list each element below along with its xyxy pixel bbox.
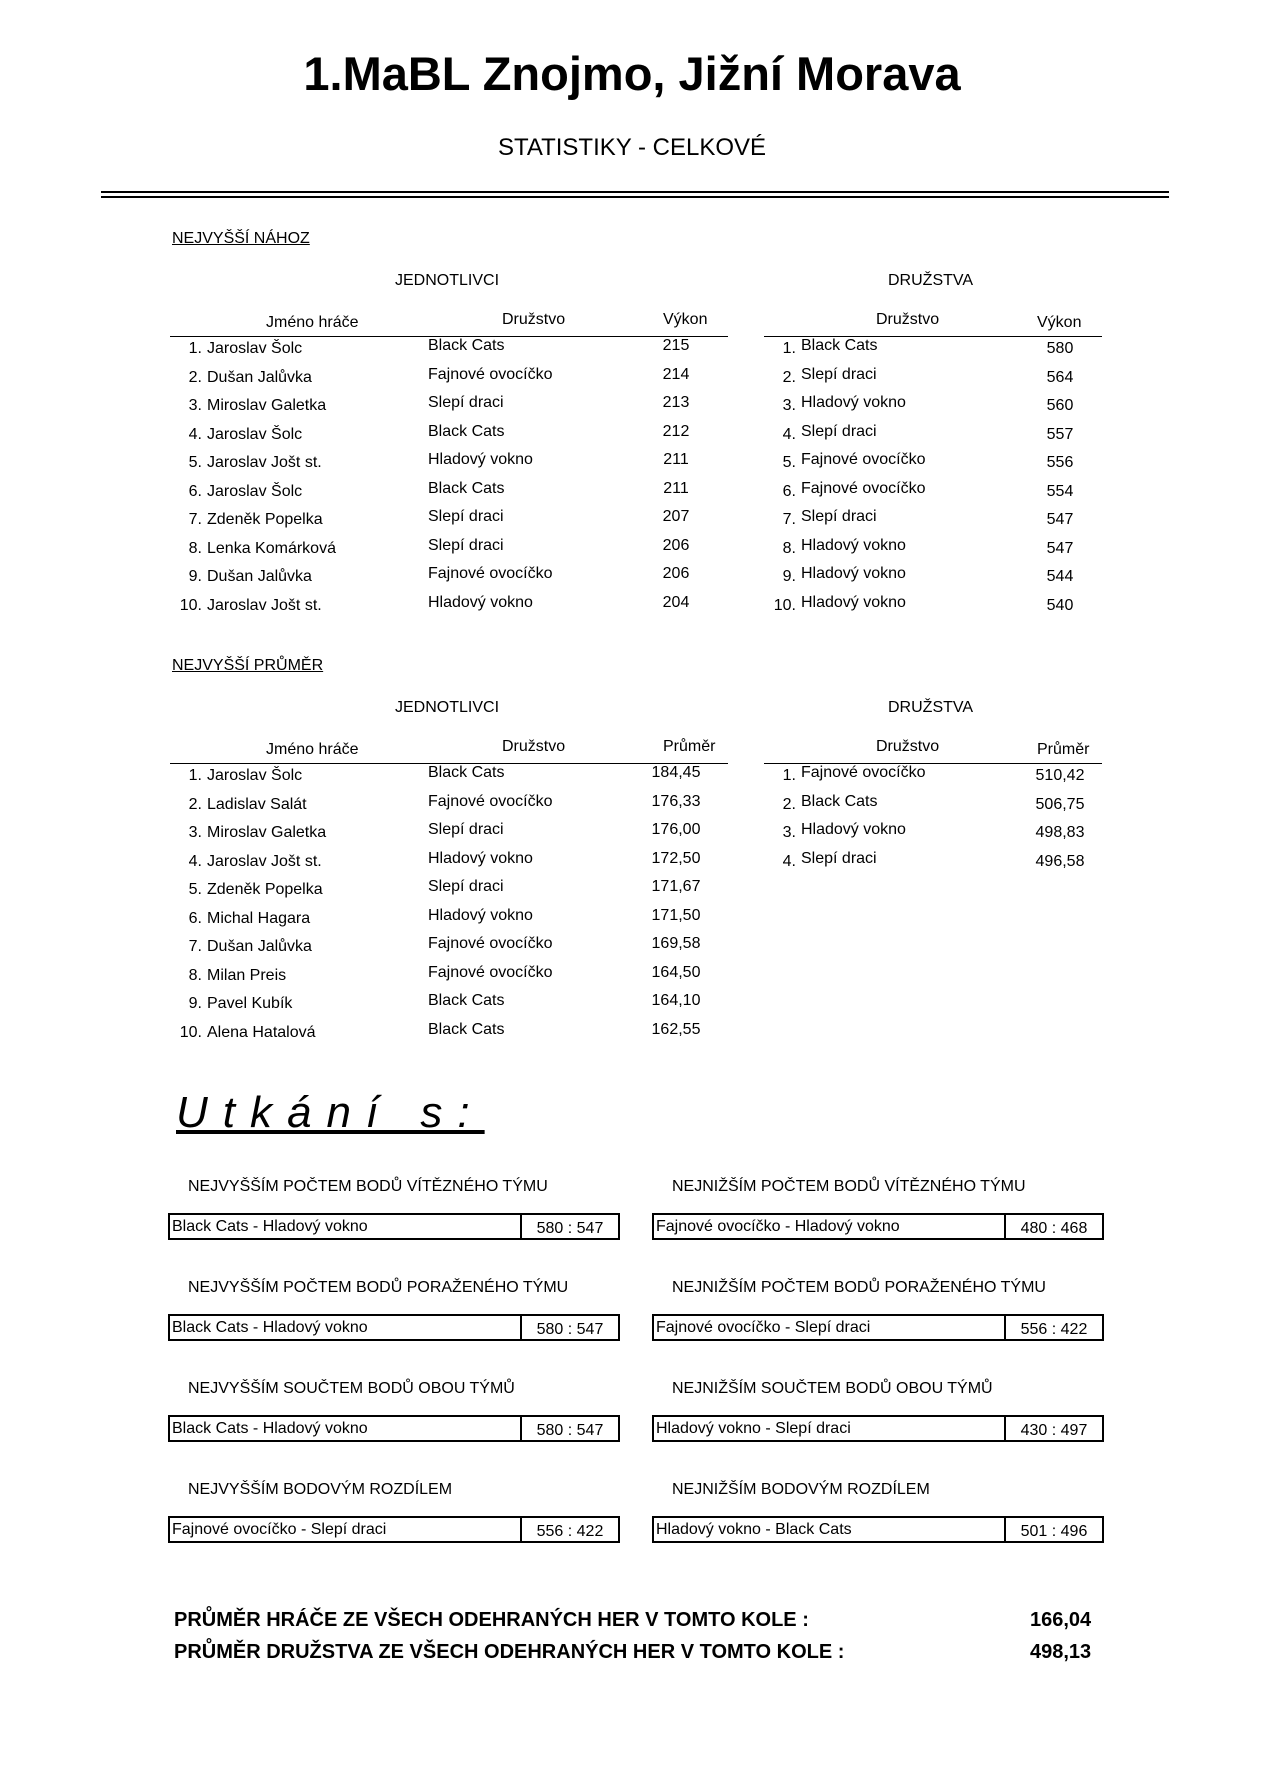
prumer-team-rank: 3. (782, 824, 796, 841)
page-subtitle: STATISTIKY - CELKOVÉ (497, 134, 767, 161)
nahoz-ind-rank: 2. (188, 368, 202, 386)
nahoz-team-rank: 2. (782, 368, 796, 386)
nahoz-team-value: 564 (1046, 368, 1074, 386)
prumer-ind-name: Dušan Jalůvka (207, 938, 312, 955)
match-teams: Black Cats - Hladový vokno (172, 1319, 368, 1336)
nahoz-team-value: 554 (1046, 482, 1074, 500)
match-result-box (652, 1415, 1104, 1442)
nahoz-ind-team: Black Cats (428, 337, 505, 354)
nahoz-team-name: Slepí draci (801, 422, 877, 440)
nahoz-ind-value: 206 (662, 536, 690, 554)
prumer-team-col-value: Průměr (1037, 741, 1090, 758)
player-average-value: 166,04 (1030, 1609, 1092, 1631)
nahoz-ind-team: Slepí draci (428, 508, 504, 525)
match-category-label: NEJNIŽŠÍM POČTEM BODŮ VÍTĚZNÉHO TÝMU (672, 1178, 1026, 1195)
prumer-ind-value: 169,58 (651, 935, 701, 952)
prumer-ind-team: Black Cats (428, 1020, 505, 1038)
prumer-section-heading: NEJVYŠŠÍ PRŮMĚR (172, 657, 324, 674)
nahoz-ind-value: 207 (662, 508, 690, 525)
prumer-team-col-team: Družstvo (876, 738, 940, 755)
prumer-col-team: Družstvo (502, 738, 566, 755)
prumer-ind-name: Alena Hatalová (207, 1023, 316, 1041)
nahoz-ind-name: Dušan Jalůvka (207, 368, 312, 386)
match-result-box (168, 1213, 620, 1240)
match-category-label: NEJVYŠŠÍM SOUČTEM BODŮ OBOU TÝMŮ (188, 1380, 515, 1397)
nahoz-ind-value: 211 (663, 479, 689, 497)
nahoz-ind-rank: 8. (188, 539, 202, 557)
nahoz-ind-value: 214 (662, 365, 690, 383)
prumer-team-value: 510,42 (1035, 767, 1085, 784)
nahoz-ind-name: Jaroslav Jošt st. (207, 454, 322, 471)
nahoz-team-name: Fajnové ovocíčko (801, 479, 926, 497)
match-category-label: NEJNIŽŠÍM SOUČTEM BODŮ OBOU TÝMŮ (672, 1380, 993, 1397)
page-title: 1.MaBL Znojmo, Jižní Morava (303, 47, 961, 100)
nahoz-team-rank: 9. (782, 568, 796, 585)
prumer-ind-team: Fajnové ovocíčko (428, 935, 553, 952)
nahoz-ind-name: Zdeněk Popelka (207, 511, 323, 528)
prumer-ind-rank: 2. (188, 795, 202, 813)
prumer-ind-rank: 4. (188, 852, 202, 870)
prumer-teams-heading: DRUŽSTVA (888, 699, 974, 716)
match-score: 580 : 547 (520, 1417, 618, 1440)
nahoz-ind-team: Fajnové ovocíčko (428, 365, 553, 383)
prumer-ind-team: Fajnové ovocíčko (428, 963, 553, 981)
nahoz-team-value: 580 (1046, 340, 1074, 357)
nahoz-ind-name: Miroslav Galetka (207, 397, 327, 414)
prumer-team-name: Fajnové ovocíčko (801, 764, 926, 781)
match-teams: Black Cats - Hladový vokno (172, 1218, 368, 1235)
header-rule-bottom (101, 196, 1169, 198)
nahoz-team-value: 547 (1046, 511, 1074, 528)
prumer-ind-value: 171,50 (651, 906, 701, 924)
nahoz-team-rank: 3. (782, 397, 796, 414)
player-average-label: PRŮMĚR HRÁČE ZE VŠECH ODEHRANÝCH HER V TOMTO KOLE : (174, 1609, 809, 1631)
nahoz-team-rank: 10. (773, 596, 796, 614)
prumer-col-value: Průměr (663, 738, 716, 755)
nahoz-ind-name: Dušan Jalůvka (207, 568, 312, 585)
nahoz-team-rank: 1. (782, 340, 796, 357)
nahoz-ind-rank: 5. (188, 454, 202, 471)
match-result-box (652, 1516, 1104, 1543)
nahoz-team-rank: 6. (782, 482, 796, 500)
nahoz-team-value: 544 (1046, 568, 1074, 585)
nahoz-ind-team: Black Cats (428, 479, 505, 497)
prumer-ind-name: Jaroslav Šolc (207, 767, 303, 784)
match-result-box (652, 1314, 1104, 1341)
nahoz-team-rank: 7. (782, 511, 796, 528)
prumer-ind-rank: 7. (188, 938, 202, 955)
match-result-box (168, 1415, 620, 1442)
prumer-ind-rank: 8. (188, 966, 202, 984)
nahoz-team-value: 557 (1046, 425, 1074, 443)
nahoz-ind-rank: 9. (188, 568, 202, 585)
nahoz-ind-team: Fajnové ovocíčko (428, 565, 553, 582)
prumer-team-value: 496,58 (1035, 852, 1085, 870)
nahoz-team-name: Hladový vokno (801, 536, 906, 554)
nahoz-ind-team: Black Cats (428, 422, 505, 440)
prumer-ind-team: Black Cats (428, 764, 505, 781)
nahoz-teams-heading: DRUŽSTVA (888, 272, 974, 289)
nahoz-ind-rank: 1. (188, 340, 202, 357)
nahoz-ind-team: Slepí draci (428, 394, 504, 411)
nahoz-ind-value: 204 (662, 593, 690, 611)
match-teams: Black Cats - Hladový vokno (172, 1420, 368, 1437)
match-teams: Fajnové ovocíčko - Hladový vokno (656, 1218, 900, 1235)
prumer-ind-value: 164,50 (651, 963, 701, 981)
nahoz-ind-team: Slepí draci (428, 536, 504, 554)
nahoz-team-name: Hladový vokno (801, 593, 906, 611)
nahoz-team-col-team: Družstvo (876, 311, 940, 328)
nahoz-ind-rank: 10. (179, 596, 202, 614)
match-score: 430 : 497 (1004, 1417, 1102, 1440)
nahoz-team-value: 547 (1046, 539, 1074, 557)
nahoz-individuals-heading: JEDNOTLIVCI (395, 272, 500, 289)
prumer-ind-name: Pavel Kubík (207, 995, 293, 1012)
nahoz-ind-team: Hladový vokno (428, 451, 533, 468)
prumer-ind-name: Zdeněk Popelka (207, 881, 323, 898)
nahoz-ind-name: Jaroslav Šolc (207, 340, 303, 357)
nahoz-ind-value: 212 (662, 422, 690, 440)
prumer-ind-name: Miroslav Galetka (207, 824, 327, 841)
prumer-ind-value: 162,55 (651, 1020, 701, 1038)
nahoz-ind-value: 215 (662, 337, 690, 354)
prumer-team-value: 498,83 (1035, 824, 1085, 841)
nahoz-team-value: 556 (1046, 454, 1074, 471)
prumer-individuals-heading: JEDNOTLIVCI (395, 699, 500, 716)
prumer-team-rank: 2. (782, 795, 796, 813)
nahoz-ind-rank: 6. (188, 482, 202, 500)
match-teams: Fajnové ovocíčko - Slepí draci (656, 1319, 871, 1336)
nahoz-team-name: Black Cats (801, 337, 878, 354)
match-score: 480 : 468 (1004, 1215, 1102, 1238)
nahoz-ind-value: 213 (662, 394, 690, 411)
prumer-ind-rank: 3. (188, 824, 202, 841)
prumer-ind-value: 176,00 (651, 821, 701, 838)
nahoz-team-name: Fajnové ovocíčko (801, 451, 926, 468)
nahoz-team-value: 560 (1046, 397, 1074, 414)
match-teams: Fajnové ovocíčko - Slepí draci (172, 1521, 387, 1538)
nahoz-ind-value: 211 (663, 451, 689, 468)
nahoz-team-rank: 4. (782, 425, 796, 443)
prumer-ind-team: Slepí draci (428, 878, 504, 895)
header-rule-top (101, 191, 1169, 193)
match-score: 580 : 547 (520, 1215, 618, 1238)
prumer-ind-name: Michal Hagara (207, 909, 311, 927)
prumer-ind-team: Hladový vokno (428, 906, 533, 924)
prumer-ind-name: Jaroslav Jošt st. (207, 852, 322, 870)
nahoz-col-name: Jméno hráče (266, 314, 359, 331)
match-result-box (652, 1213, 1104, 1240)
nahoz-team-value: 540 (1046, 596, 1074, 614)
match-result-box (168, 1516, 620, 1543)
team-average-value: 498,13 (1030, 1641, 1092, 1663)
match-category-label: NEJNIŽŠÍM POČTEM BODŮ PORAŽENÉHO TÝMU (672, 1279, 1046, 1296)
prumer-ind-value: 176,33 (651, 792, 701, 810)
prumer-team-name: Hladový vokno (801, 821, 906, 838)
match-teams: Hladový vokno - Slepí draci (656, 1420, 851, 1437)
matches-heading: Utkání s: (176, 1088, 485, 1137)
nahoz-col-team: Družstvo (502, 311, 566, 328)
nahoz-ind-name: Lenka Komárková (207, 539, 336, 557)
match-category-label: NEJVYŠŠÍM POČTEM BODŮ VÍTĚZNÉHO TÝMU (188, 1178, 548, 1195)
prumer-ind-name: Ladislav Salát (207, 795, 307, 813)
prumer-ind-value: 172,50 (651, 849, 701, 867)
nahoz-team-rank: 5. (782, 454, 796, 471)
prumer-ind-rank: 10. (179, 1023, 202, 1041)
prumer-ind-team: Slepí draci (428, 821, 504, 838)
prumer-team-value: 506,75 (1035, 795, 1085, 813)
nahoz-team-rank: 8. (782, 539, 796, 557)
nahoz-ind-name: Jaroslav Jošt st. (207, 596, 322, 614)
nahoz-team-name: Hladový vokno (801, 565, 906, 582)
nahoz-ind-name: Jaroslav Šolc (207, 425, 303, 443)
nahoz-ind-rank: 3. (188, 397, 202, 414)
prumer-ind-team: Hladový vokno (428, 849, 533, 867)
nahoz-ind-rank: 7. (188, 511, 202, 528)
prumer-ind-rank: 6. (188, 909, 202, 927)
prumer-ind-rank: 9. (188, 995, 202, 1012)
nahoz-section-heading: NEJVYŠŠÍ NÁHOZ (172, 230, 310, 247)
nahoz-team-name: Slepí draci (801, 365, 877, 383)
team-average-label: PRŮMĚR DRUŽSTVA ZE VŠECH ODEHRANÝCH HER V TOMTO KOLE : (174, 1641, 845, 1663)
prumer-team-name: Black Cats (801, 792, 878, 810)
prumer-ind-team: Black Cats (428, 992, 505, 1009)
nahoz-team-col-value: Výkon (1037, 314, 1082, 331)
nahoz-ind-team: Hladový vokno (428, 593, 533, 611)
prumer-team-rank: 1. (782, 767, 796, 784)
match-category-label: NEJNIŽŠÍM BODOVÝM ROZDÍLEM (672, 1481, 930, 1498)
match-teams: Hladový vokno - Black Cats (656, 1521, 852, 1538)
prumer-ind-name: Milan Preis (207, 966, 287, 984)
prumer-ind-value: 171,67 (651, 878, 701, 895)
nahoz-ind-name: Jaroslav Šolc (207, 482, 303, 500)
nahoz-col-value: Výkon (663, 311, 708, 328)
match-result-box (168, 1314, 620, 1341)
prumer-ind-rank: 1. (188, 767, 202, 784)
nahoz-ind-value: 206 (662, 565, 690, 582)
prumer-col-name: Jméno hráče (266, 741, 359, 758)
match-score: 556 : 422 (520, 1518, 618, 1541)
nahoz-team-name: Hladový vokno (801, 394, 906, 411)
nahoz-team-name: Slepí draci (801, 508, 877, 525)
prumer-ind-rank: 5. (188, 881, 202, 898)
prumer-ind-team: Fajnové ovocíčko (428, 792, 553, 810)
match-score: 580 : 547 (520, 1316, 618, 1339)
prumer-ind-value: 184,45 (651, 764, 701, 781)
match-score: 501 : 496 (1004, 1518, 1102, 1541)
prumer-ind-value: 164,10 (651, 992, 701, 1009)
nahoz-ind-rank: 4. (188, 425, 202, 443)
prumer-team-rank: 4. (782, 852, 796, 870)
match-category-label: NEJVYŠŠÍM POČTEM BODŮ PORAŽENÉHO TÝMU (188, 1279, 569, 1296)
match-category-label: NEJVYŠŠÍM BODOVÝM ROZDÍLEM (188, 1481, 453, 1498)
prumer-team-name: Slepí draci (801, 849, 877, 867)
match-score: 556 : 422 (1004, 1316, 1102, 1339)
